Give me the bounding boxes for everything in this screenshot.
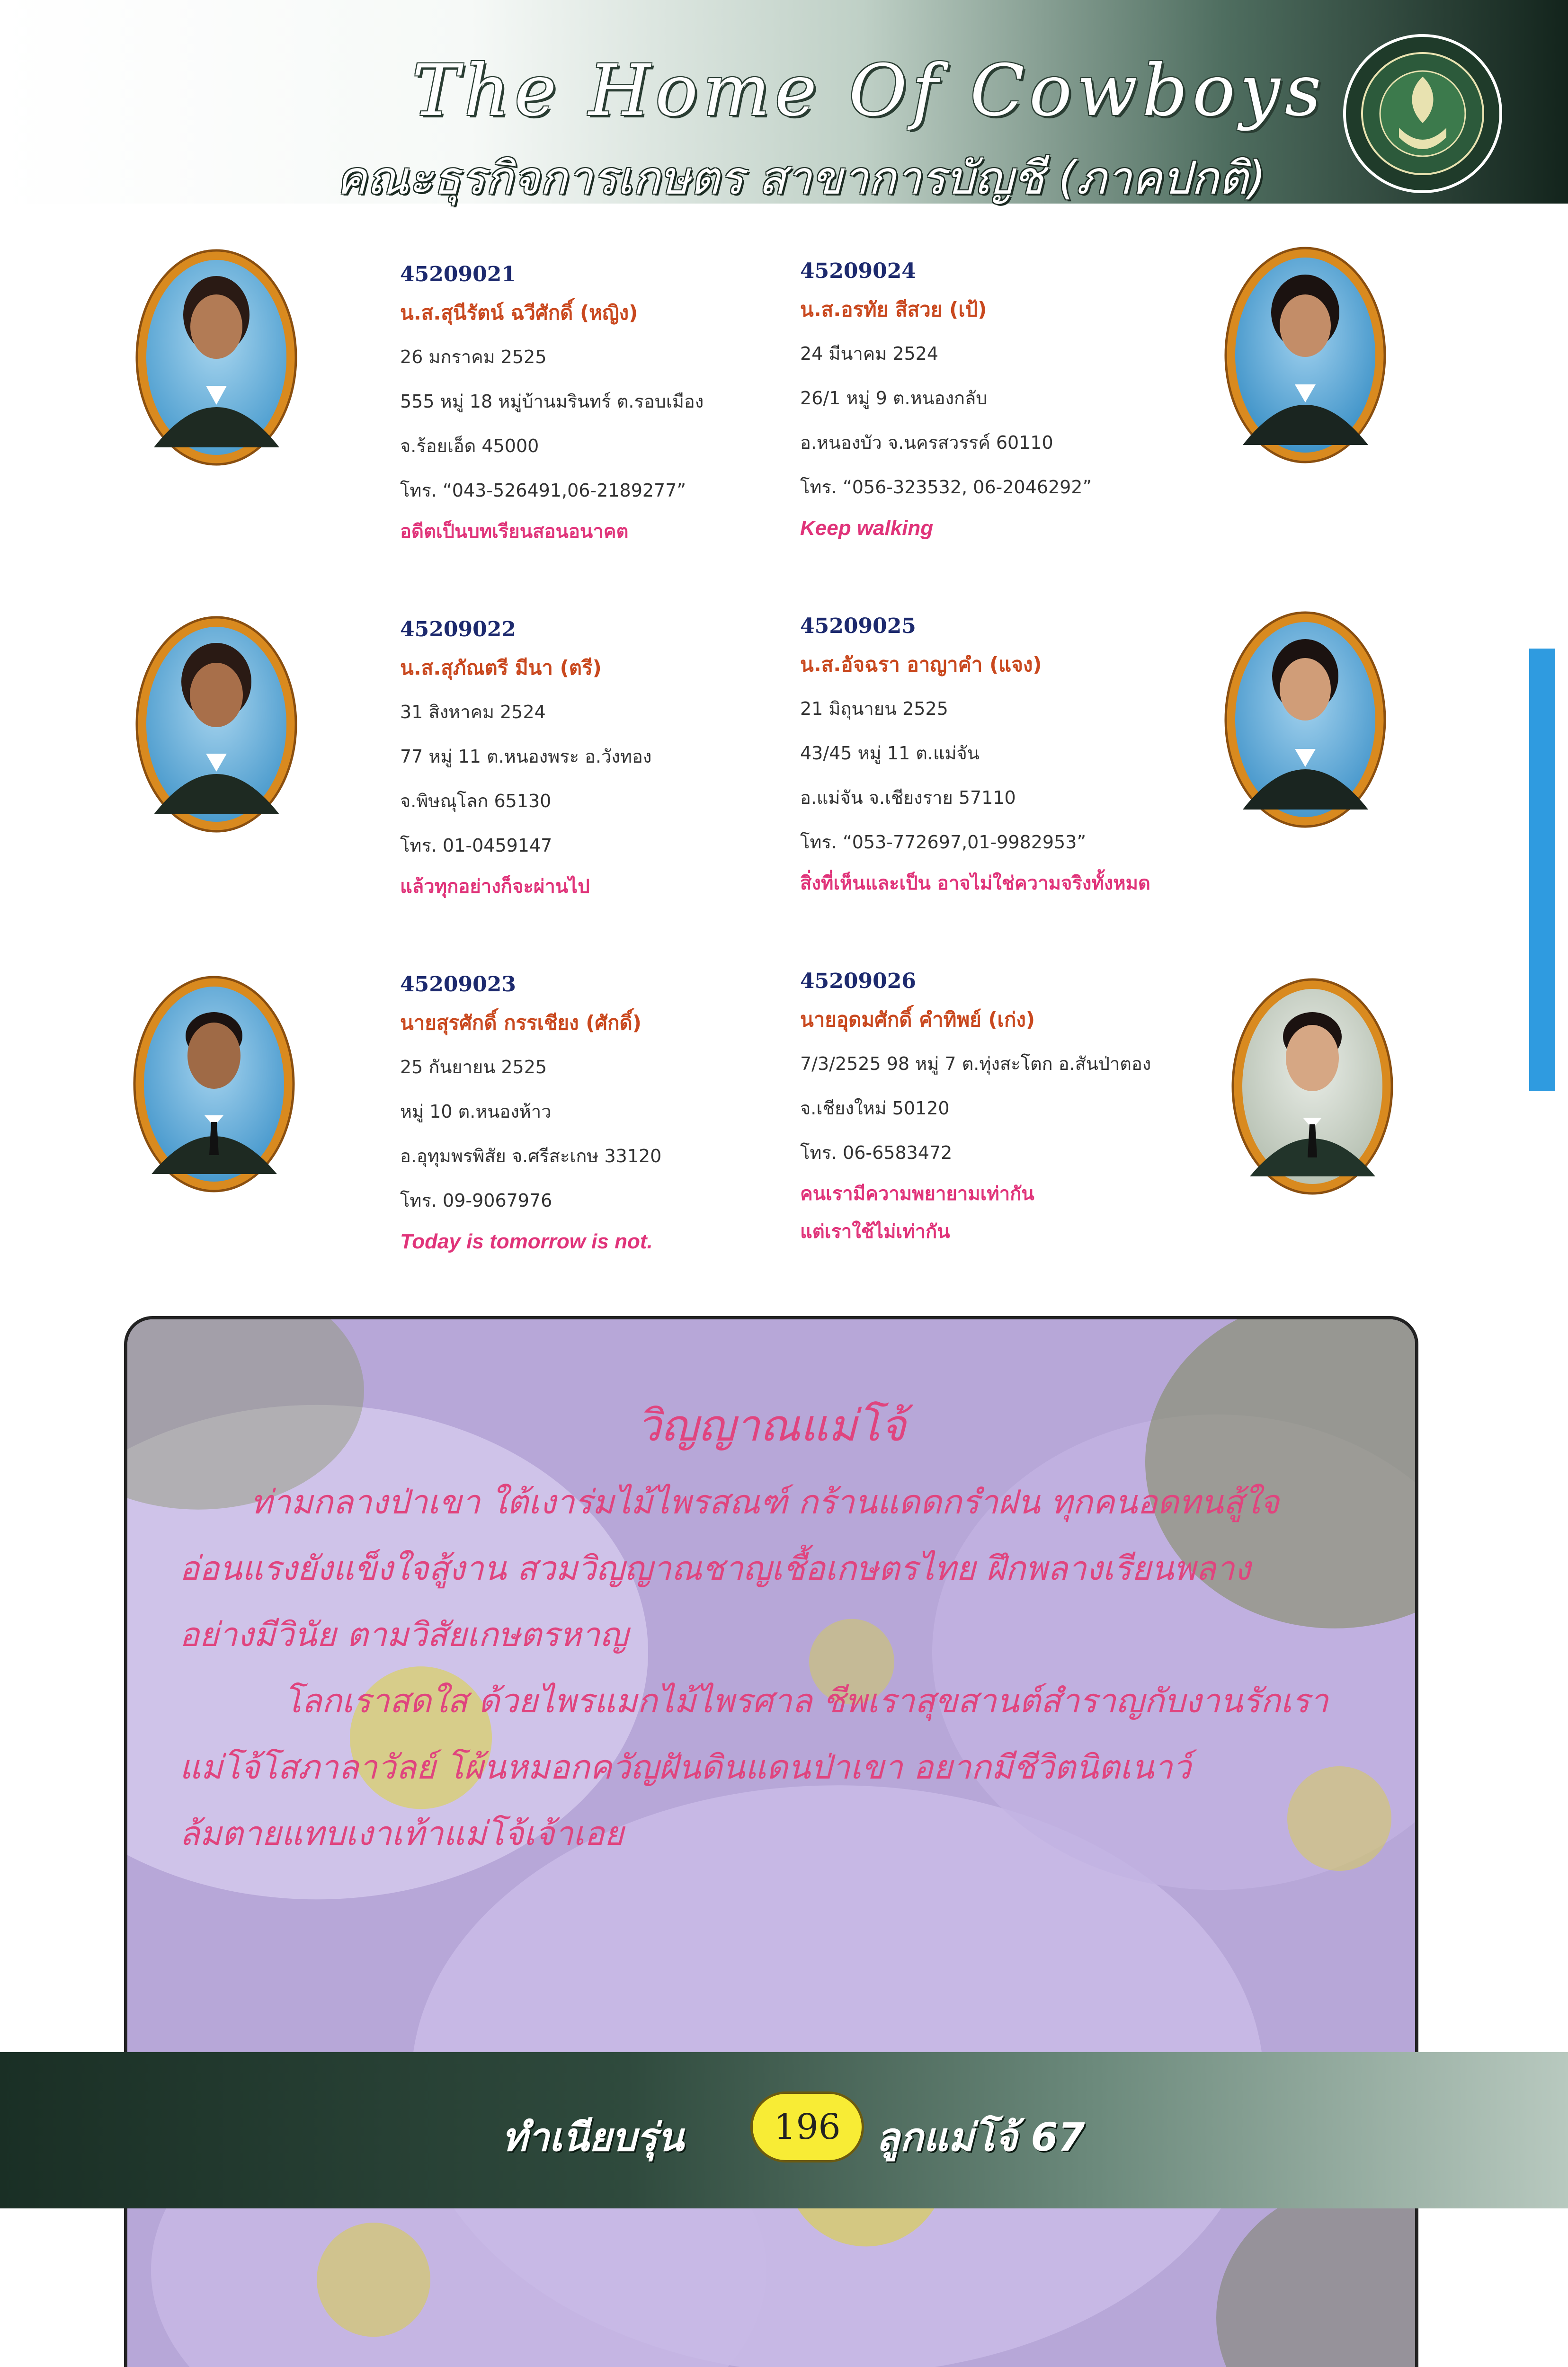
- portrait-photo-45209024: [1224, 246, 1387, 464]
- student-birthdate: 25 กันยายน 2525: [400, 1057, 547, 1077]
- student-phone: โทร. “043-526491,06-2189277”: [400, 480, 686, 501]
- student-motto: อดีตเป็นบทเรียนสอนอนาคต: [400, 521, 629, 543]
- student-name: น.ส.สุนีรัตน์ ฉวีศักดิ์ (หญิง): [400, 301, 638, 324]
- page-subtitle: คณะธุรกิจการเกษตร สาขาการบัญชี (ภาคปกติ): [336, 151, 1266, 205]
- student-motto: สิ่งที่เห็นและเป็น อาจไม่ใช่ความจริงทั้งหมด: [800, 872, 1150, 894]
- poem-line-1: ท่ามกลางป่าเขา ใต้เงาร่มไม้ไพรสณฑ์ กร้านแดดกรำฝน ทุกคนอดทนสู้ใจ: [250, 1483, 1279, 1522]
- student-name: นายอุดมศักดิ์ คำทิพย์ (เก่ง): [800, 1008, 1035, 1031]
- student-birthdate-address: 7/3/2525 98 หมู่ 7 ต.ทุ่งสะโตก อ.สันป่าตอง: [800, 1053, 1151, 1074]
- student-address-line-1: หมู่ 10 ต.หนองห้าว: [400, 1101, 552, 1122]
- student-address-line: จ.เชียงใหม่ 50120: [800, 1098, 950, 1119]
- student-phone: โทร. “053-772697,01-9982953”: [800, 832, 1087, 853]
- student-phone: โทร. 09-9067976: [400, 1190, 552, 1211]
- student-address-line-1: 43/45 หมู่ 11 ต.แม่จัน: [800, 743, 980, 764]
- footer-right-text: ลูกแม่โจ้ 67: [876, 2115, 1085, 2160]
- portrait-photo-45209023: [133, 975, 296, 1193]
- poem-line-6: ล้มตายแทบเงาเท้าแม่โจ้เจ้าเอย: [179, 1814, 624, 1853]
- student-birthdate: 31 สิงหาคม 2524: [400, 702, 546, 722]
- student-address-line-2: อ.แม่จัน จ.เชียงราย 57110: [800, 787, 1016, 808]
- student-phone: โทร. 06-6583472: [800, 1142, 953, 1163]
- student-motto-line-1: คนเรามีความพยายามเท่ากัน: [800, 1183, 1034, 1205]
- student-entry-1: [400, 258, 817, 551]
- student-address-line-2: จ.ร้อยเอ็ด 45000: [400, 436, 539, 456]
- student-id: 45209024: [800, 259, 916, 283]
- poem-line-3: อย่างมีวินัย ตามวิสัยเกษตรหาญ: [179, 1615, 628, 1654]
- student-motto: Keep walking: [800, 516, 934, 540]
- student-address-line-1: 555 หมู่ 18 หมู่บ้านมรินทร์ ต.รอบเมือง: [400, 391, 704, 412]
- student-id: 45209023: [400, 972, 516, 997]
- student-birthdate: 21 มิถุนายน 2525: [800, 698, 948, 719]
- student-address-line-2: จ.พิษณุโลก 65130: [400, 791, 552, 811]
- student-motto-line-2: แต่เราใช้ไม่เท่ากัน: [800, 1221, 950, 1243]
- portrait-photo-45209026: [1231, 978, 1394, 1195]
- portrait-photo-45209021: [135, 249, 298, 466]
- student-address-line-2: อ.หนองบัว จ.นครสวรรค์ 60110: [800, 432, 1053, 453]
- student-phone: โทร. “056-323532, 06-2046292”: [800, 477, 1092, 498]
- student-id: 45209025: [800, 614, 916, 638]
- student-name: นายสุรศักดิ์ กรรเชียง (ศักดิ์): [400, 1011, 641, 1034]
- page-number-badge: 196: [750, 2091, 864, 2162]
- poem-line-5: แม่โจ้โสภาลาวัลย์ โผ้นหมอกควัญฝันดินแดนป่าเขา อยากมีชีวิตนิตเนาว์: [179, 1748, 1191, 1787]
- student-name: น.ส.อรทัย สีสวย (เป้): [800, 298, 987, 321]
- student-phone: โทร. 01-0459147: [400, 835, 552, 856]
- student-birthdate: 24 มีนาคม 2524: [800, 343, 939, 364]
- student-id: 45209026: [800, 969, 916, 993]
- side-accent-bar: [1529, 649, 1555, 1091]
- student-entry-5: [400, 968, 817, 1261]
- student-entry-3: [400, 613, 817, 906]
- page-title: The Home Of Cowboys: [412, 50, 1326, 132]
- student-address-line-1: 77 หมู่ 11 ต.หนองพระ อ.วังทอง: [400, 746, 652, 767]
- student-birthdate: 26 มกราคม 2525: [400, 347, 547, 367]
- portrait-photo-45209022: [135, 615, 298, 833]
- poem-panel: [124, 1316, 1418, 2367]
- student-entry-6: [800, 965, 1217, 1251]
- footer-left-text: ทำเนียบรุ่น: [502, 2115, 684, 2160]
- poem-title: วิญญาณแม่โจ้: [636, 1400, 906, 1451]
- poem-line-2: อ่อนแรงยังแข็งใจสู้งาน สวมวิญญาณชาญเชื้อเกษตรไทย ฝึกพลางเรียนพลาง: [179, 1549, 1251, 1588]
- poem-line-4: โลกเราสดใส ด้วยไพรแมกไม้ไพรศาล ชีพเราสุขสานต์สำราญกับงานรักเรา: [284, 1682, 1328, 1720]
- student-id: 45209021: [400, 262, 516, 286]
- student-motto: แล้วทุกอย่างก็จะผ่านไป: [400, 876, 590, 898]
- student-name: น.ส.อัจฉรา อาญาคำ (แจง): [800, 653, 1042, 676]
- student-entry-2: [800, 255, 1217, 547]
- student-entry-4: [800, 610, 1217, 902]
- university-seal-icon: [1342, 33, 1503, 194]
- student-address-line-1: 26/1 หมู่ 9 ต.หนองกลับ: [800, 388, 988, 409]
- student-id: 45209022: [400, 617, 516, 641]
- student-name: น.ส.สุภัณตรี มีนา (ตรี): [400, 656, 602, 679]
- student-address-line-2: อ.อุทุมพรพิสัย จ.ศรีสะเกษ 33120: [400, 1146, 662, 1166]
- portrait-photo-45209025: [1224, 611, 1387, 828]
- student-motto: Today is tomorrow is not.: [400, 1230, 653, 1253]
